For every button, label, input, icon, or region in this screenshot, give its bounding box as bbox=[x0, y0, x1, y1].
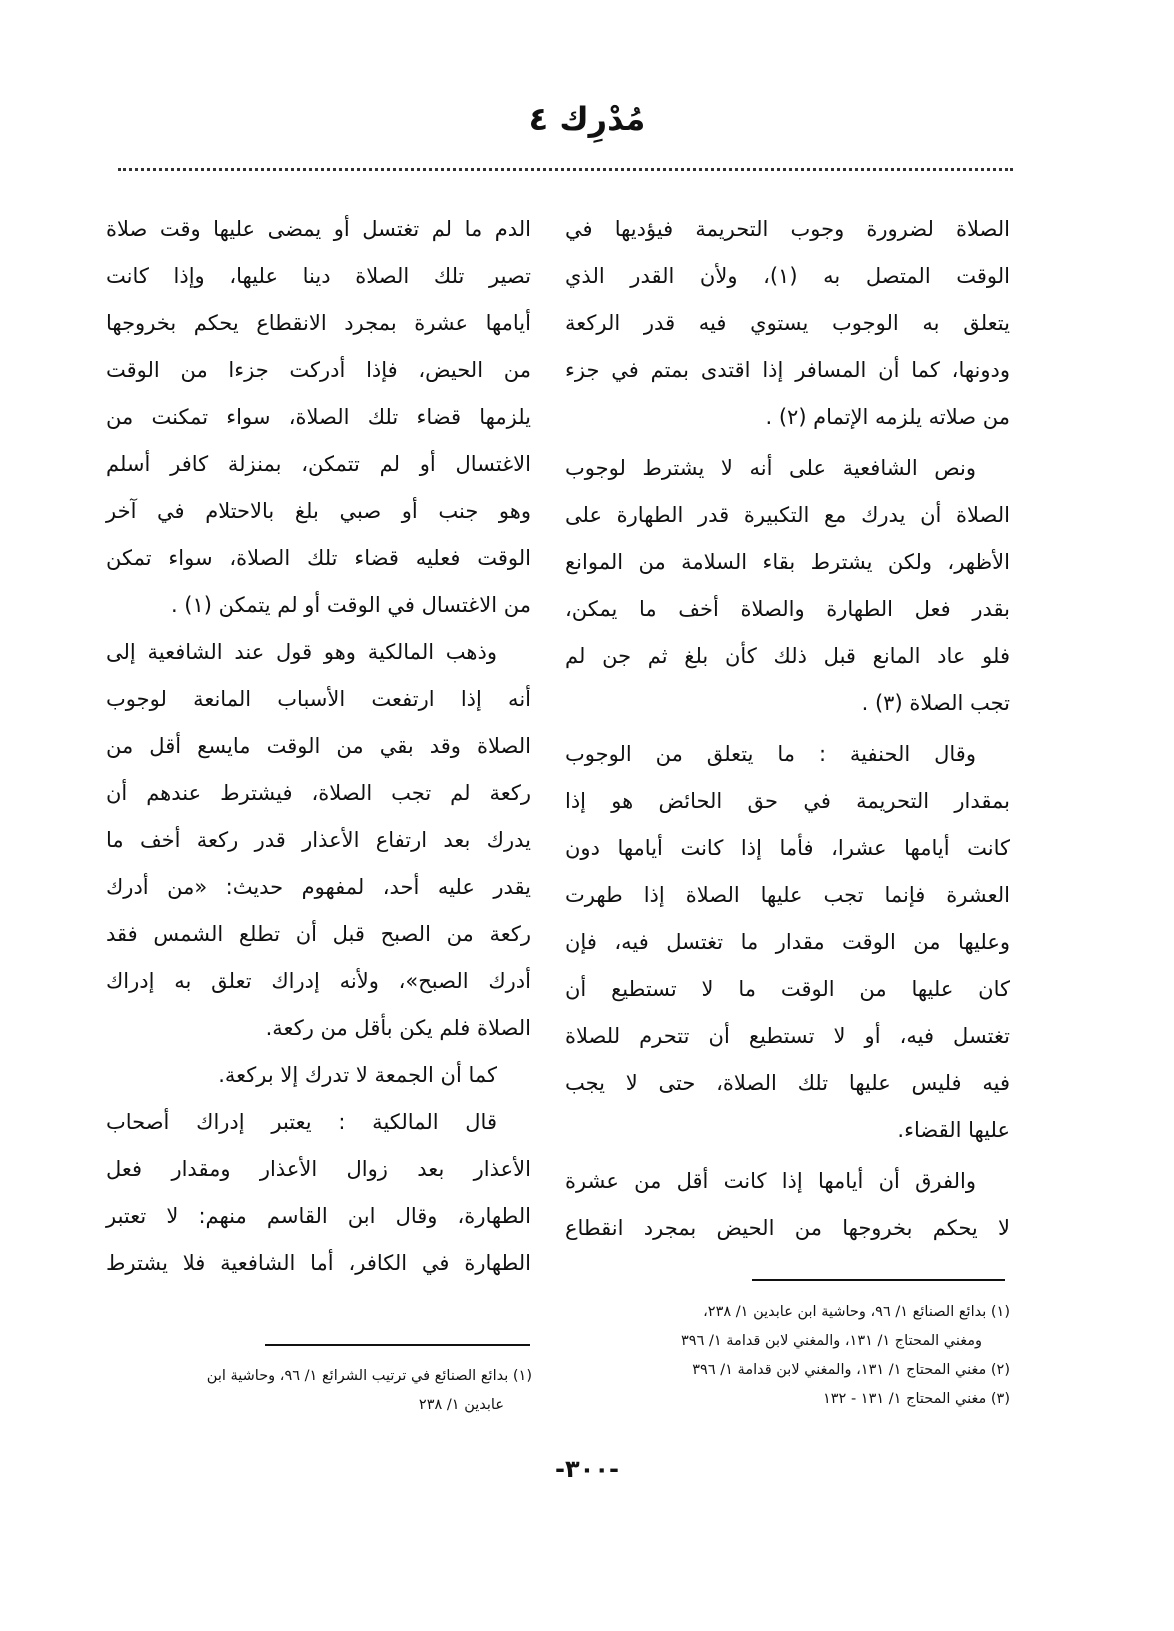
text-line: من صلاته يلزمه الإتمام (٢) . bbox=[765, 405, 1010, 429]
text-line: تغتسل فيه، أو لا تستطيع أن تتحرم للصلاة bbox=[565, 1024, 1010, 1048]
text-line: والفرق أن أيامها إذا كانت أقل من عشرة bbox=[565, 1169, 976, 1193]
text-line: بقدر فعل الطهارة والصلاة أخف ما يمكن، bbox=[565, 597, 1010, 621]
text-line: الوقت المتصل به (١)، ولأن القدر الذي bbox=[565, 264, 1011, 288]
text-line: أنه إذا ارتفعت الأسباب المانعة لوجوب bbox=[106, 687, 531, 711]
right-text-column bbox=[565, 206, 1010, 1252]
text-line: الصلاة أن يدرك مع التكبيرة قدر الطهارة على bbox=[565, 503, 1010, 527]
page-number: -٣٠٠- bbox=[555, 1455, 619, 1483]
text-line: الدم ما لم تغتسل أو يمضى عليها وقت صلاة bbox=[106, 217, 531, 241]
text-line: الصلاة فلم يكن بأقل من ركعة. bbox=[265, 1016, 531, 1040]
footnote-rule-right bbox=[752, 1279, 1005, 1281]
text-line: ركعة لم تجب الصلاة، فيشترط عندهم أن bbox=[106, 781, 531, 805]
footnote-1: (١) بدائع الصنائع في ترتيب الشرائع ١/ ٩٦، وحاشية ابن bbox=[206, 1368, 532, 1384]
text-line: يلزمها قضاء تلك الصلاة، سواء تمكنت من bbox=[106, 405, 531, 429]
text-line: كما أن الجمعة لا تدرك إلا بركعة. bbox=[218, 1063, 497, 1087]
footnotes-left bbox=[120, 1362, 532, 1420]
text-line: الوقت فعليه قضاء تلك الصلاة، سواء تمكن bbox=[106, 546, 531, 570]
text-line: وهو جنب أو صبي بلغ بالاحتلام في آخر bbox=[106, 499, 531, 523]
text-line: بمقدار التحريمة في حق الحائض هو إذا bbox=[565, 789, 1010, 813]
text-line: وعليها من الوقت مقدار ما تغتسل فيه، فإن bbox=[565, 930, 1010, 954]
text-line: وقال الحنفية : ما يتعلق من الوجوب bbox=[565, 742, 976, 766]
footnote-3: (٣) مغني المحتاج ١/ ١٣١ - ١٣٢ bbox=[822, 1391, 1010, 1407]
text-line: الأظهر، ولكن يشترط بقاء السلامة من الموانع bbox=[565, 550, 1010, 574]
text-line: قال المالكية : يعتبر إدراك أصحاب bbox=[106, 1110, 497, 1134]
header-dotted-divider bbox=[118, 168, 1013, 171]
text-line: يتعلق به الوجوب يستوي فيه قدر الركعة bbox=[565, 311, 1010, 335]
text-line: من الحيض، فإذا أدركت جزءا من الوقت bbox=[106, 358, 531, 382]
text-line: كانت أيامها عشرا، فأما إذا كانت أيامها دون bbox=[565, 836, 1010, 860]
left-text-column bbox=[106, 206, 531, 1287]
text-line: العشرة فإنما تجب عليها الصلاة إذا طهرت bbox=[565, 883, 1010, 907]
text-line: ركعة من الصبح قبل أن تطلع الشمس فقد bbox=[106, 922, 531, 946]
footnote-1: (١) بدائع الصنائع ١/ ٩٦، وحاشية ابن عابدين ١/ ٢٣٨، bbox=[703, 1304, 1010, 1320]
text-line: الطهارة، وقال ابن القاسم منهم: لا تعتبر bbox=[106, 1204, 531, 1228]
footnotes-right bbox=[590, 1298, 1010, 1414]
text-line: فيه فليس عليها تلك الصلاة، حتى لا يجب bbox=[565, 1071, 1010, 1095]
text-line: عليها القضاء. bbox=[897, 1118, 1010, 1142]
text-line: يقدر عليه أحد، لمفهوم حديث: «من أدرك bbox=[106, 875, 531, 899]
text-line: يدرك بعد ارتفاع الأعذار قدر ركعة أخف ما bbox=[106, 828, 531, 852]
text-line: أيامها عشرة بمجرد الانقطاع يحكم بخروجها bbox=[106, 311, 531, 335]
text-line: تجب الصلاة (٣) . bbox=[861, 691, 1010, 715]
text-line: أدرك الصبح»، ولأنه إدراك تعلق به إدراك bbox=[106, 969, 531, 993]
running-header-title: مُدْرِك ٤ bbox=[528, 100, 646, 138]
footnote-rule-left bbox=[265, 1344, 530, 1346]
text-line: الطهارة في الكافر، أما الشافعية فلا يشترط bbox=[106, 1251, 531, 1275]
text-line: وذهب المالكية وهو قول عند الشافعية إلى bbox=[106, 640, 497, 664]
text-line: فلو عاد المانع قبل ذلك كأن بلغ ثم جن لم bbox=[565, 644, 1010, 668]
text-line: الصلاة وقد بقي من الوقت مايسع أقل من bbox=[106, 734, 531, 758]
text-line: الأعذار بعد زوال الأعذار ومقدار فعل bbox=[106, 1157, 531, 1181]
text-line: لا يحكم بخروجها من الحيض بمجرد انقطاع bbox=[565, 1216, 1010, 1240]
footnote-1-cont: عابدين ١/ ٢٣٨ bbox=[418, 1397, 504, 1413]
text-line: الاغتسال أو لم تتمكن، بمنزلة كافر أسلم bbox=[106, 452, 531, 476]
text-line: ودونها، كما أن المسافر إذا اقتدى بمتم في جزء bbox=[565, 358, 1010, 382]
text-line: كان عليها من الوقت ما لا تستطيع أن bbox=[565, 977, 1010, 1001]
footnote-1-cont: ومغني المحتاج ١/ ١٣١، والمغني لابن قدامة ١/ ٣٩٦ bbox=[681, 1333, 982, 1349]
text-line: من الاغتسال في الوقت أو لم يتمكن (١) . bbox=[170, 593, 531, 617]
text-line: الصلاة لضرورة وجوب التحريمة فيؤديها في bbox=[565, 217, 1010, 241]
footnote-2: (٢) مغني المحتاج ١/ ١٣١، والمغني لابن قدامة ١/ ٣٩٦ bbox=[692, 1362, 1010, 1378]
text-line: تصير تلك الصلاة دينا عليها، وإذا كانت bbox=[106, 264, 531, 288]
text-line: ونص الشافعية على أنه لا يشترط لوجوب bbox=[565, 456, 976, 480]
